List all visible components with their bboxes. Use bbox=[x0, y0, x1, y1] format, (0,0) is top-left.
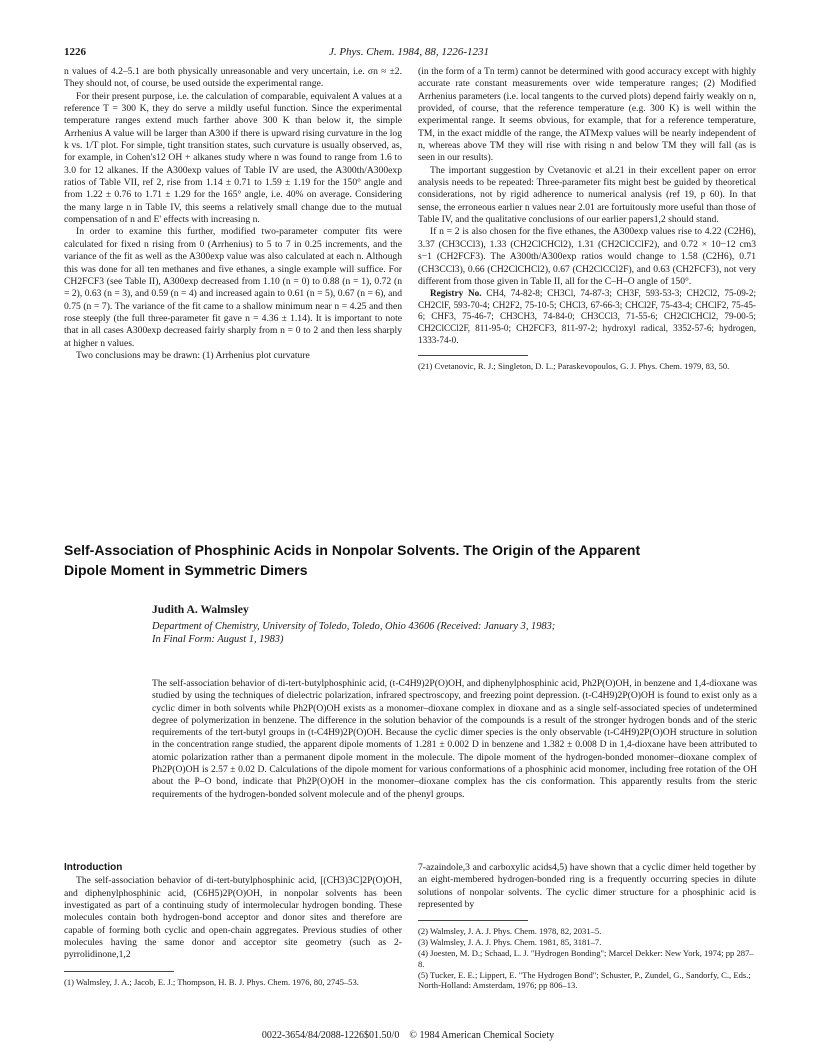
right-paragraph-2: The important suggestion by Cvetanovic et al.21 in their excellent paper on error analysis needs to be repeated: Three-parameter fits might best be guided by theoretical considerations, not by rigid adherence to numerical analysis (ref 19, p 60). In that sense, the erroneous earlier n values near 2.01 are fortuitously more useful than those of Table IV, and the qualitative conclusions of our earlier papers1,2 should stand. bbox=[418, 164, 756, 226]
journal-citation: J. Phys. Chem. 1984, 88, 1226-1231 bbox=[328, 46, 490, 58]
footnotes bbox=[418, 926, 756, 991]
article-title bbox=[64, 540, 764, 580]
footnote-2: (2) Walmsley, J. A. J. Phys. Chem. 1978, 82, 2031–5. bbox=[418, 926, 602, 937]
footnote-4: (4) Joesten, M. D.; Schaad, L. J. "Hydrogen Bonding"; Marcel Dekker: New York, 1974; pp 287–8. bbox=[418, 947, 754, 969]
copyright: © 1984 American Chemical Society bbox=[409, 1030, 555, 1041]
page-footer bbox=[0, 1030, 816, 1041]
footnote-rule bbox=[418, 920, 528, 921]
running-header bbox=[64, 46, 754, 62]
affiliation-line-1: Department of Chemistry, University of Toledo, Toledo, Ohio 43606 (Received: January 3, 1983; bbox=[152, 621, 556, 632]
left-paragraph-1: n values of 4.2–5.1 are both physically unreasonable and very uncertain, i.e. σn ≈ ±2. They should not, of course, be used outside the experimental range. bbox=[64, 66, 402, 90]
footnote-1: (1) Walmsley, J. A.; Jacob, E. J.; Thompson, H. B. J. Phys. Chem. 1976, 80, 2745–53. bbox=[64, 976, 359, 987]
footnote-3: (3) Walmsley, J. A. J. Phys. Chem. 1981, 85, 3181–7. bbox=[418, 937, 602, 948]
title-line-2: Dipole Moment in Symmetric Dimers bbox=[64, 562, 308, 578]
page-number: 1226 bbox=[64, 46, 86, 58]
affiliation bbox=[152, 620, 752, 647]
registry-label: Registry No. bbox=[430, 288, 482, 299]
footnote-5: (5) Tucker, E. E.; Lippert, E. "The Hydrogen Bond"; Schuster, P., Zundel, G., Sandorfy, C., Eds.; North-Holland: Amsterdam, 1976; pp 806–13. bbox=[418, 969, 751, 991]
footnote-rule bbox=[418, 355, 528, 356]
registry-text: CH4, 74-82-8; CH3Cl, 74-87-3; CH3F, 593-53-3; CH2Cl2, 75-09-2; CH2ClF, 593-70-4; CH2F2, 75-10-5; CHCl3, 67-66-3; CHCl2F, 75-43-4; CHClF2, 75-45-6; CHF3, 75-46-7; CH3CH3, 74-84-0; CH3CCl3, 71-55-6; CH2ClCHCl2, 79-00-5; CH2ClCCl2F, 811-95-0; CH2FCF3, 811-97-2; hydroxyl radical, 3352-57-6; hydrogen, 1333-74-0. bbox=[418, 288, 756, 345]
introduction-continued: 7-azaindole,3 and carboxylic acids4,5) have shown that a cyclic dimer held together by an eight-membered hydrogen-bonded ring is a frequently occurring species in dilute solutions of nonpolar solvents. The cyclic dimer structure for a phosphinic acid is represented by bbox=[418, 862, 756, 911]
right-paragraph-1: (in the form of a Tn term) cannot be determined with good accuracy except with highly accurate rate constant measurements over wide temperature ranges; (2) Modified Arrhenius parameters (i.e. local tangents to the curved plots) depend fairly weakly on n, provided, of course, that the reference temperature (e.g. 300 K) is well within the experimental range. It seems obvious, for example, that for a reference temperature, TM, in the exact middle of the range, the ATMexp values will be nearly independent of n, whereas above TM they will rise with rising n and below TM they will fall (as is seen in our results). bbox=[418, 66, 756, 164]
introduction-heading: Introduction bbox=[64, 862, 123, 873]
left-paragraph-3: In order to examine this further, modified two-parameter computer fits were calculated for fixed n rising from 0 (Arrhenius) to 5 to 7 in 0.25 increments, and the variance of the fit as well as the A300exp value was also calculated at each n. Although this was done for all ten methanes and five ethanes, a single example will suffice. For CH2FCF3 (see Table II), A300exp decreased from 1.10 (n = 0) to 0.88 (n = 1), 0.72 (n = 2), 0.63 (n = 3), and 0.59 (n = 4) and increased again to 0.61 (n = 5), 0.67 (n = 6), and 0.75 (n = 7). The variance of the fit came to a shallow minimum near n = 4.25 and then rose steeply (the full three-parameter fit gave n = 4.36 ± 1.14). It is important to note that in all cases A300exp decreased fairly sharply from n = 0 to 2 and then less sharply at higher n values. bbox=[64, 226, 402, 349]
registry-numbers bbox=[418, 288, 756, 346]
abstract: The self-association behavior of di-tert-butylphosphinic acid, (t-C4H9)2P(O)OH, and diphenylphosphinic acid, Ph2P(O)OH, in benzene and 1,4-dioxane was studied by using the techniques of dielectric polarization, infrared spectroscopy, and freezing point depression. (t-C4H9)2P(O)OH is found to exist only as a cyclic dimer in both solvents while Ph2P(O)OH exists as a monomer–dioxane complex in dioxane and as a single self-associated species of undetermined degree of polymerization in benzene. The difference in the solution behavior of the compounds is a result of the stronger hydrogen bonds and of the steric requirements of the tert-butyl groups in (t-C4H9)2P(O)OH. Because the cyclic dimer species is the only observable (t-C4H9)2P(O)OH structure in solution in the concentration range studied, the apparent dipole moments of 1.281 ± 0.002 D in benzene and 1.382 ± 0.008 D in 1,4-dioxane have been attributed to atomic polarization rather than a permanent dipole moment in the molecule. The dipole moment of the hydrogen-bonded monomer–dioxane complex of Ph2P(O)OH is 2.57 ± 0.02 D. Calculations of the dipole moment for various conformations of a phosphinic acid monomer, including free rotation of the OH about the P–O bond, indicate that Ph2P(O)OH in the monomer–dioxane complex has the cis conformation. This apparently results from the steric requirements of the hydrogen-bonded solvent molecule and of the phenyl groups. bbox=[152, 678, 757, 800]
introduction-left-column bbox=[64, 862, 402, 988]
affiliation-line-2: In Final Form: August 1, 1983) bbox=[152, 634, 284, 646]
footnotes bbox=[64, 977, 402, 988]
left-paragraph-2: For their present purpose, i.e. the calculation of comparable, equivalent A values at a reference T = 300 K, they do serve a mildly useful function. Since the experimental temperature ranges extend much farther above 300 K than below it, the simple Arrhenius A value will be larger than A300 if there is upward rising curvature in the log k vs. 1/T plot. For simple, tight transition states, such curvature is usually observed, as, for example, in Cohen's12 OH + alkanes study where n was found to range from 1.6 to 3.0 for 12 alkanes. If the A300exp values of Table IV are used, the A300th/A300exp ratios of Table VII, ref 2, rise from 1.14 ± 0.71 to 1.59 ± 1.19 for the 150° angle and from 1.22 ± 0.76 to 1.71 ± 1.29 for the 165° angle, i.e. 40% on average. Considering the many large n in Table IV, this seems a relatively small change due to the mutual compensation of n and E' effects with increasing n. bbox=[64, 90, 402, 226]
right-column bbox=[418, 66, 756, 372]
title-line-1: Self-Association of Phosphinic Acids in Nonpolar Solvents. The Origin of the Apparent bbox=[64, 542, 641, 558]
author-name: Judith A. Walmsley bbox=[152, 603, 249, 616]
footnote-rule bbox=[64, 971, 174, 972]
footnote-21: (21) Cvetanovic, R. J.; Singleton, D. L.; Paraskevopoulos, G. J. Phys. Chem. 1979, 83, 50. bbox=[418, 361, 730, 372]
introduction-paragraph: The self-association behavior of di-tert-butylphosphinic acid, [(CH3)3C]2P(O)OH, and diphenylphosphinic acid, (C6H5)2P(O)OH, in nonpolar solvents has been investigated as part of a continuing study of intermolecular hydrogen bonding. These molecules contain both hydrogen-bond acceptor and donor sites and therefore are capable of forming both cyclic and open-chain aggregates. Previous studies of other molecules having the same donor and acceptor site geometry (such as 2-pyrrolidinone,1,2 bbox=[64, 875, 402, 961]
footnotes bbox=[418, 361, 756, 372]
introduction-right-column bbox=[418, 862, 756, 991]
left-paragraph-4: Two conclusions may be drawn: (1) Arrhenius plot curvature bbox=[76, 349, 310, 361]
left-column bbox=[64, 66, 402, 362]
price-code: 0022-3654/84/2088-1226$01.50/0 bbox=[261, 1030, 400, 1041]
right-paragraph-3: If n = 2 is also chosen for the five ethanes, the A300exp values rise to 4.22 (C2H6), 3.37 (CH3CCl3), 1.33 (CH2ClCHCl2), 1.31 (CH2ClCClF2), and 0.72 × 10−12 cm3 s−1 (CH2FCF3). The A300th/A300exp ratios would change to 1.58 (C2H6), 0.71 (CH3CCl3), 0.66 (CH2ClCHCl2), 0.67 (CH2ClCCl2F), and 0.63 (CH2FCF3), not very different from those given in Table II, all for the C–H–O angle of 150°. bbox=[418, 226, 756, 287]
